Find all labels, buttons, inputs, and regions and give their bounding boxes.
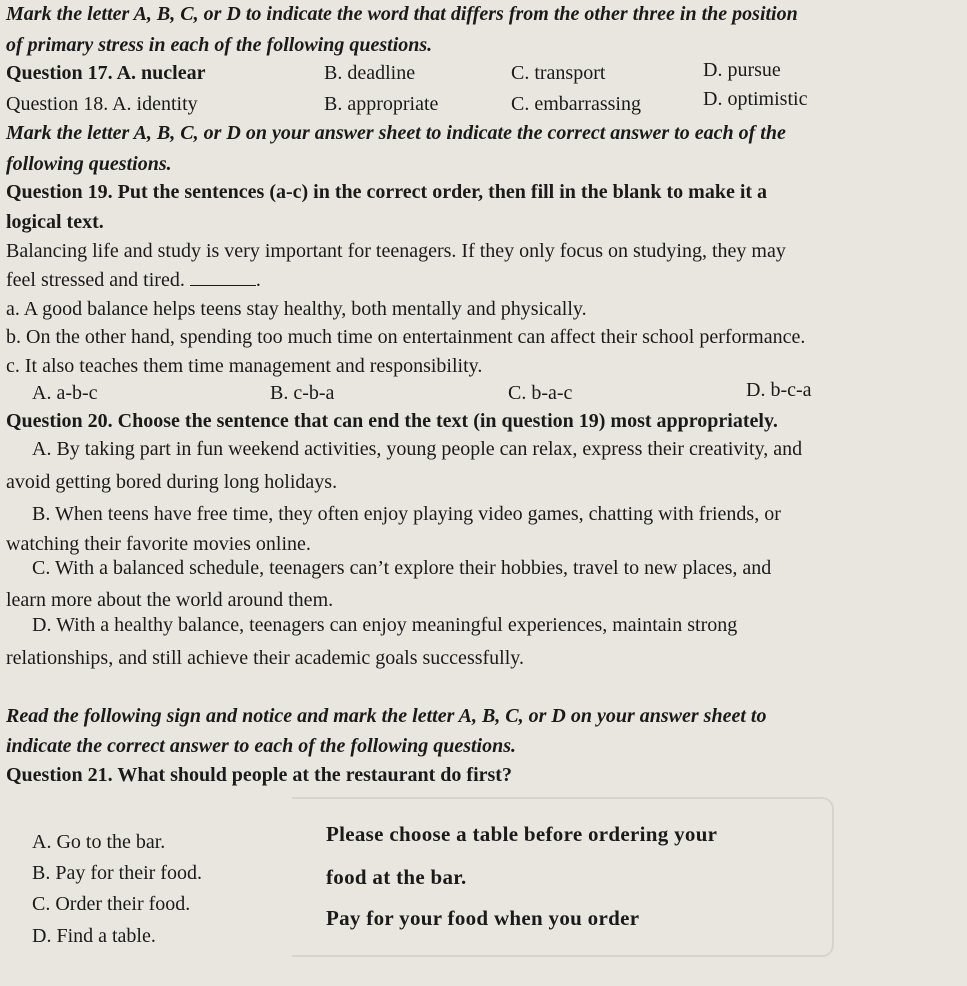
q20-option-d-cont: relationships, and still achieve their academic goals successfully.	[6, 647, 524, 669]
notice-text: Please choose a table before ordering your	[326, 822, 718, 846]
section2-instruction: Mark the letter A, B, C, or D on your answer sheet to indicate the correct answer to each of the	[6, 122, 786, 144]
section3-instruction: Read the following sign and notice and mark the letter A, B, C, or D on your answer sheet to	[6, 705, 767, 727]
answer-blank	[190, 271, 256, 286]
q17-option-c: C. transport	[511, 62, 606, 84]
q20-option-b: B. When teens have free time, they often enjoy playing video games, chatting with friends, or	[32, 503, 781, 525]
q19-text: Balancing life and study is very important for teenagers. If they only focus on studying, they may	[6, 240, 786, 262]
q19-sentence-c: c. It also teaches them time management and responsibility.	[6, 355, 483, 377]
q17-option-d: D. pursue	[703, 59, 781, 81]
q20-option-a: A. By taking part in fun weekend activities, young people can relax, express their creativity, and	[32, 438, 803, 460]
q19-option-a: A. a-b-c	[32, 382, 98, 404]
q17-option-a: Question 17. A. nuclear	[6, 62, 206, 84]
q21-option-c: C. Order their food.	[32, 893, 191, 915]
q19-text-cont: feel stressed and tired. .	[6, 269, 261, 291]
q20-option-c: C. With a balanced schedule, teenagers can’t explore their hobbies, travel to new places, and	[32, 557, 772, 579]
q18-option-d: D. optimistic	[703, 88, 808, 110]
q20-option-d: D. With a healthy balance, teenagers can enjoy meaningful experiences, maintain strong	[32, 614, 738, 636]
section2-instruction-cont: following questions.	[6, 153, 172, 175]
q19-prompt: Question 19. Put the sentences (a-c) in the correct order, then fill in the blank to make it a	[6, 181, 768, 203]
q21-option-a: A. Go to the bar.	[32, 831, 166, 853]
q18-option-b: B. appropriate	[324, 93, 439, 115]
section1-instruction-cont: of primary stress in each of the following questions.	[6, 34, 433, 56]
q17-option-b: B. deadline	[324, 62, 416, 84]
q20-option-c-cont: learn more about the world around them.	[6, 589, 334, 611]
q20-prompt: Question 20. Choose the sentence that can end the text (in question 19) most appropriately.	[6, 410, 778, 432]
q21-option-b: B. Pay for their food.	[32, 862, 202, 884]
q19-sentence-b: b. On the other hand, spending too much time on entertainment can affect their school performance.	[6, 326, 806, 348]
q19-sentence-a: a. A good balance helps teens stay healthy, both mentally and physically.	[6, 298, 587, 320]
section1-instruction: Mark the letter A, B, C, or D to indicate the word that differs from the other three in the position	[6, 3, 798, 25]
q21-prompt: Question 21. What should people at the restaurant do first?	[6, 764, 512, 786]
q19-prompt-cont: logical text.	[6, 211, 104, 233]
q20-option-b-cont: watching their favorite movies online.	[6, 533, 311, 555]
q19-option-b: B. c-b-a	[270, 382, 335, 404]
section3-instruction-cont: indicate the correct answer to each of the following questions.	[6, 735, 517, 757]
notice-text-cont: food at the bar.	[326, 865, 467, 889]
q19-option-c: C. b-a-c	[508, 382, 573, 404]
q19-option-d: D. b-c-a	[746, 379, 812, 401]
q20-option-a-cont: avoid getting bored during long holidays.	[6, 471, 338, 493]
q18-option-c: C. embarrassing	[511, 93, 641, 115]
notice-text-payment: Pay for your food when you order	[326, 906, 640, 930]
q21-option-d: D. Find a table.	[32, 925, 156, 947]
q18-option-a: Question 18. A. identity	[6, 93, 198, 115]
